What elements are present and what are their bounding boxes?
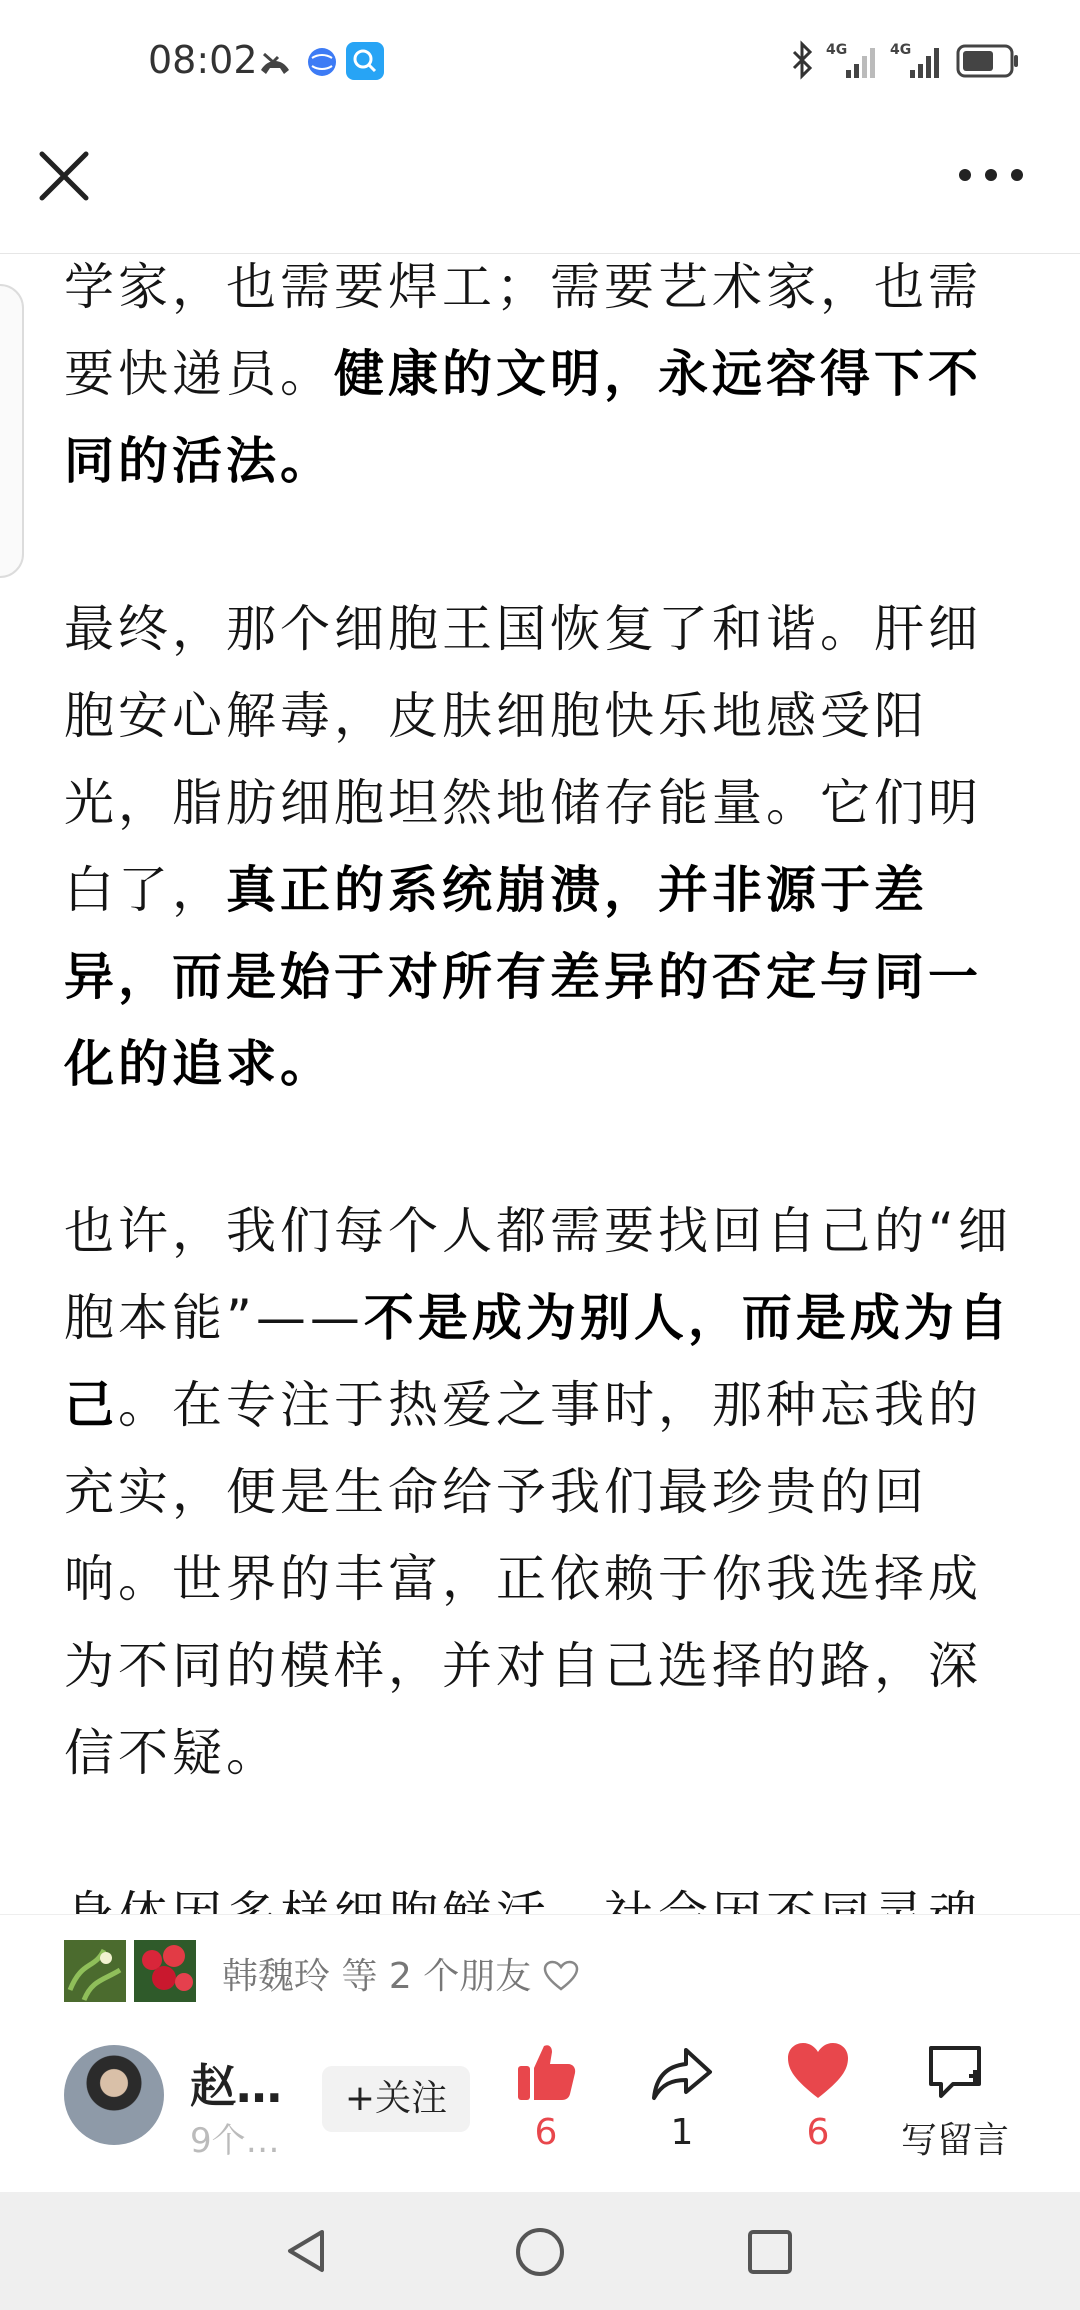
bluetooth-icon	[790, 40, 814, 80]
friend-avatar-2[interactable]	[134, 1940, 196, 2002]
search-app-icon	[346, 42, 384, 80]
signal-icon	[844, 44, 878, 78]
heart-count: 6	[806, 2112, 830, 2153]
paragraph-3-bold: 不是成为别人，而是成为自己	[64, 1289, 1012, 1434]
paragraph-2-bold: 真正的系统崩溃，并非源于差异，而是始于对所有差异的否定与同一化的追求。	[64, 861, 982, 1093]
follow-button[interactable]: +关注	[322, 2066, 470, 2132]
share-icon	[650, 2040, 714, 2104]
more-dots-icon[interactable]	[955, 160, 1027, 190]
paragraph-1-text: 学家，也需要焊工；需要艺术家，也需要快递员。	[64, 258, 982, 403]
paragraph-2	[64, 586, 1014, 1108]
paragraph-1	[64, 244, 1014, 505]
paragraph-2-text: 最终，那个细胞王国恢复了和谐。肝细胞安心解毒，皮肤细胞快乐地感受阳光，脂肪细胞坦然地储存能量。它们明白了，	[64, 600, 982, 919]
network-type-label: 4G	[826, 42, 848, 58]
top-bar	[0, 125, 1080, 254]
home-nav-icon[interactable]	[514, 2226, 566, 2278]
friends-liked-text[interactable]	[222, 1948, 579, 1999]
share-count: 1	[670, 2112, 694, 2153]
side-handle[interactable]	[0, 284, 24, 578]
heart-icon	[785, 2040, 851, 2104]
back-nav-icon[interactable]	[282, 2226, 332, 2276]
battery-icon	[956, 44, 1020, 78]
heart-button[interactable]	[758, 2040, 878, 2153]
paragraph-3	[64, 1188, 1014, 1797]
friends-liked-label: 韩魏玲 等 2 个朋友	[222, 1956, 532, 1997]
paragraph-3-text-a: 也许，我们每个人都需要找回自己的“细胞本能”——	[64, 1202, 1012, 1347]
missed-call-icon	[258, 48, 292, 78]
like-button[interactable]	[486, 2040, 606, 2153]
author-subtitle: 9个…	[190, 2121, 280, 2161]
app-globe-icon	[306, 46, 338, 78]
author-name[interactable]: 赵…	[190, 2059, 282, 2113]
system-nav-bar	[0, 2192, 1080, 2310]
signal-icon-2	[908, 44, 942, 78]
friend-avatar-1[interactable]	[64, 1940, 126, 2002]
status-bar	[0, 0, 1080, 125]
comment-icon	[923, 2040, 987, 2104]
write-comment-button[interactable]	[890, 2040, 1020, 2163]
thumbs-up-icon	[514, 2040, 578, 2104]
paragraph-1-bold: 健康的文明，永远容得下不同的活法。	[64, 345, 982, 490]
network-type-label-2: 4G	[890, 42, 912, 58]
article-body[interactable]	[0, 254, 1080, 1914]
comment-label: 写留言	[900, 2120, 1009, 2161]
recents-nav-icon[interactable]	[746, 2228, 794, 2276]
paragraph-3-text-b: 。在专注于热爱之事时，那种忘我的充实，便是生命给予我们最珍贵的回响。世界的丰富，正依赖于你我选择成为不同的模样，并对自己选择的路，深信不疑。	[64, 1376, 982, 1782]
like-count: 6	[534, 2112, 558, 2153]
share-button[interactable]	[622, 2040, 742, 2153]
heart-outline-icon	[543, 1960, 579, 1992]
status-time: 08:02	[148, 38, 258, 82]
close-icon[interactable]	[36, 148, 92, 204]
author-avatar[interactable]	[64, 2045, 164, 2145]
